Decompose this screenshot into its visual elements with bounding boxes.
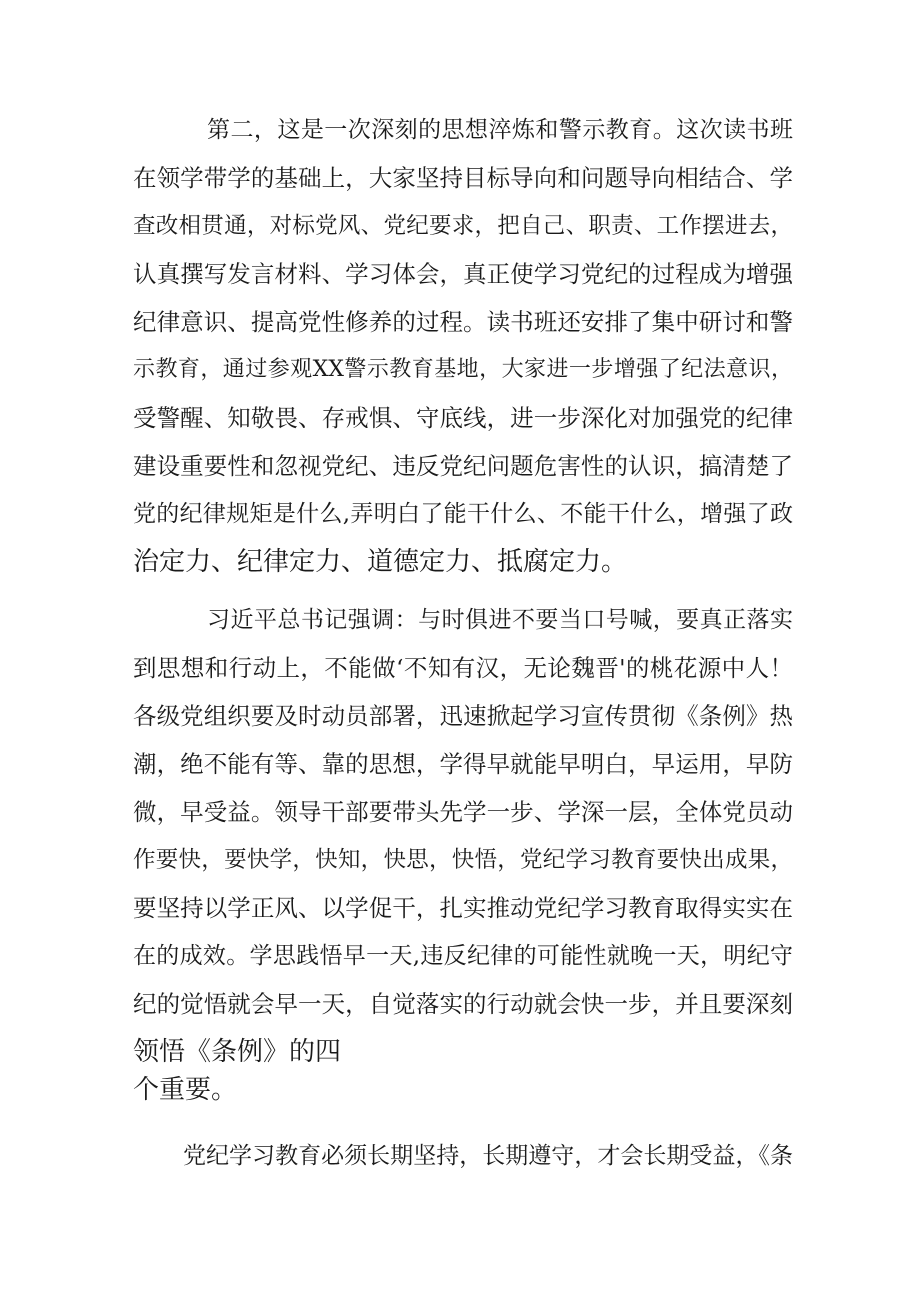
paragraph-2-line-11: 个重要。	[133, 1075, 238, 1105]
paragraph-2-line-6: 作要快，要快学，快知，快思，快悟，党纪学习教育要快出成果，	[133, 847, 793, 873]
paragraph-2-line-1: 习近平总书记强调：与时俱进不要当口号喊，要真正落实	[207, 607, 793, 633]
paragraph-1-line-6: 示教育，通过参观XX警示教育基地，大家进一步增强了纪法意识，	[133, 357, 793, 382]
paragraph-1-line-2: 在领学带学的基础上，大家坚持目标导向和问题导向相结合、学	[133, 164, 793, 192]
paragraph-2-line-10: 领悟《条例》的四	[133, 1037, 342, 1067]
paragraph-2-line-3: 各级党组织要及时动员部署，迅速掀起学习宣传贯彻《条例》热	[133, 702, 793, 730]
paragraph-2-line-7: 要坚持以学正风、以学促干，扎实推动党纪学习教育取得实实在	[133, 894, 793, 922]
paragraph-1-line-8: 建设重要性和忽视党纪、违反党纪问题危害性的认识，搞清楚了	[133, 452, 793, 480]
paragraph-1-line-3: 查改相贯通，对标党风、党纪要求，把自己、职责、工作摆进去，	[133, 213, 793, 239]
paragraph-1-line-4: 认真撰写发言材料、学习体会，真正使学习党纪的过程成为增强	[133, 260, 793, 288]
paragraph-2-line-8: 在的成效。学思践悟早一天,违反纪律的可能性就晚一天，明纪守	[133, 943, 793, 969]
paragraph-2-line-9: 纪的觉悟就会早一天，自觉落实的行动就会快一步，并且要深刻	[133, 990, 793, 1018]
paragraph-1-line-5: 纪律意识、提高党性修养的过程。读书班还安排了集中研讨和警	[133, 308, 793, 336]
paragraph-1-line-7: 受警醒、知敬畏、存戒惧、守底线，进一步深化对加强党的纪律	[133, 404, 793, 432]
paragraph-2-line-5: 微，早受益。领导干部要带头先学一步、学深一层，全体党员动	[133, 798, 793, 826]
paragraph-1-line-9: 党的纪律规矩是什么,弄明白了能干什么、不能干什么，增强了政	[133, 501, 793, 527]
paragraph-3-line-1: 党纪学习教育必须长期坚持，长期遵守，才会长期受益，《条	[183, 1143, 793, 1169]
paragraph-2-line-4: 潮，绝不能有等、靠的思想，学得早就能早明白，早运用，早防	[133, 750, 793, 778]
paragraph-1-line-10: 治定力、纪律定力、道德定力、抵腐定力。	[133, 547, 628, 577]
paragraph-1-line-1: 第二，这是一次深刻的思想淬炼和警示教育。这次读书班	[207, 117, 793, 143]
paragraph-2-line-2: 到思想和行动上，不能做‘不知有汉，无论魏晋'的桃花源中人！	[133, 654, 793, 682]
